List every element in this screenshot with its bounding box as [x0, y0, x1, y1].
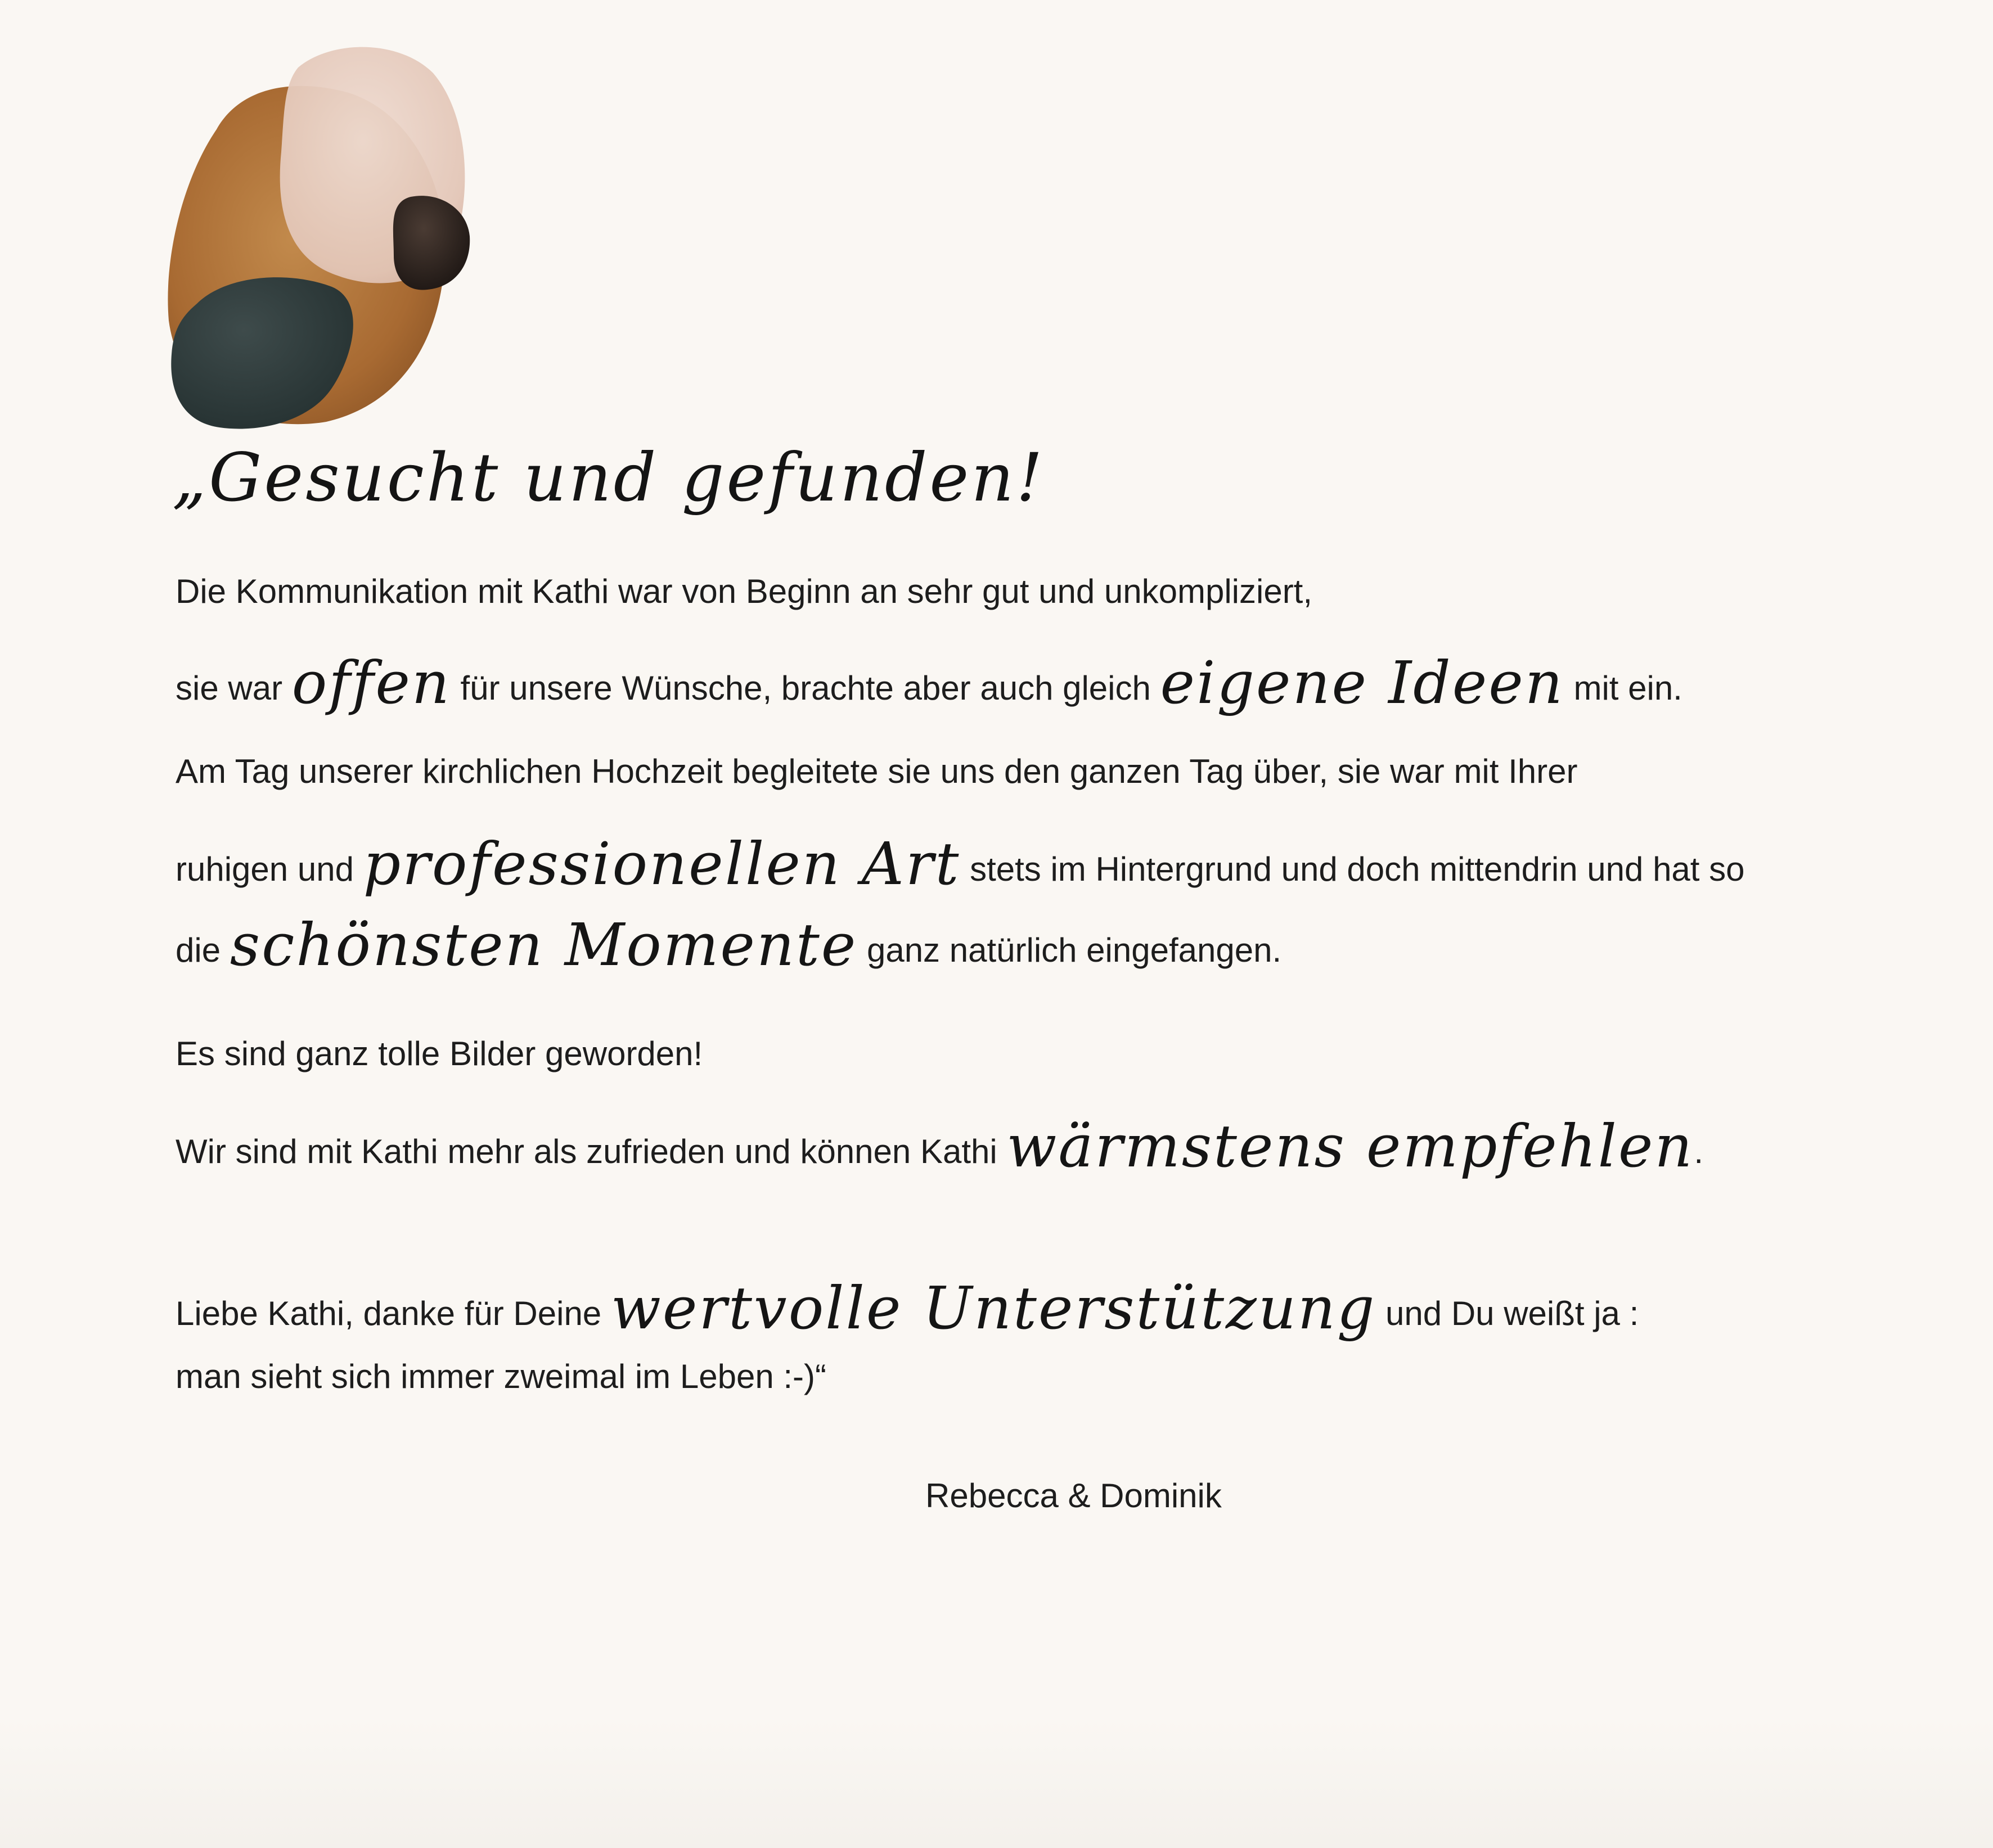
text-segment: Am Tag unserer kirchlichen Hochzeit begleitete sie uns den ganzen Tag über, sie war mit Ihrer: [176, 752, 1578, 790]
text-line-6: [176, 1037, 703, 1071]
text-line-2: [176, 648, 1682, 717]
text-line-8: [176, 1274, 1639, 1342]
text-segment: sie war: [176, 669, 292, 707]
text-segment: für unsere Wünsche, brachte aber auch gleich: [451, 669, 1160, 707]
text-line-4: [176, 830, 1745, 898]
text-segment: Es sind ganz tolle Bilder geworden!: [176, 1035, 703, 1072]
text-segment: Wir sind mit Kathi mehr als zufrieden und können Kathi: [176, 1133, 1007, 1170]
text-line-9: [176, 1360, 826, 1394]
text-segment: Liebe Kathi, danke für Deine: [176, 1295, 611, 1332]
text-segment: mit ein.: [1564, 669, 1682, 707]
signature: Rebecca & Dominik: [925, 1477, 1222, 1515]
script-highlight: eigene Ideen: [1160, 648, 1564, 717]
text-segment: Die Kommunikation mit Kathi war von Beginn an sehr gut und unkompliziert,: [176, 573, 1313, 610]
text-segment: .: [1694, 1133, 1704, 1170]
script-highlight: schönsten Momente: [230, 911, 858, 979]
text-line-1: [176, 575, 1312, 609]
script-highlight: offen: [291, 648, 451, 717]
text-segment: ganz natürlich eingefangen.: [857, 931, 1282, 969]
text-segment: die: [176, 931, 230, 969]
text-line-3: [176, 752, 1578, 790]
script-highlight: wertvolle Unterstützung: [610, 1274, 1376, 1342]
text-segment: ruhigen und: [176, 850, 363, 888]
script-highlight: professionellen Art: [363, 830, 961, 898]
watercolor-stones-illustration: [163, 39, 523, 433]
text-segment: stets im Hintergrund und doch mittendrin und hat so: [960, 850, 1745, 888]
text-line-7: [176, 1112, 1704, 1180]
text-line-5: [176, 911, 1282, 979]
testimonial-heading: „Gesucht und gefunden!: [172, 439, 1045, 516]
text-segment: man sieht sich immer zweimal im Leben :-)“: [176, 1358, 826, 1395]
bottom-fade: [0, 1719, 1993, 1848]
text-segment: und Du weißt ja :: [1376, 1295, 1639, 1332]
script-highlight: wärmstens empfehlen: [1006, 1112, 1694, 1180]
